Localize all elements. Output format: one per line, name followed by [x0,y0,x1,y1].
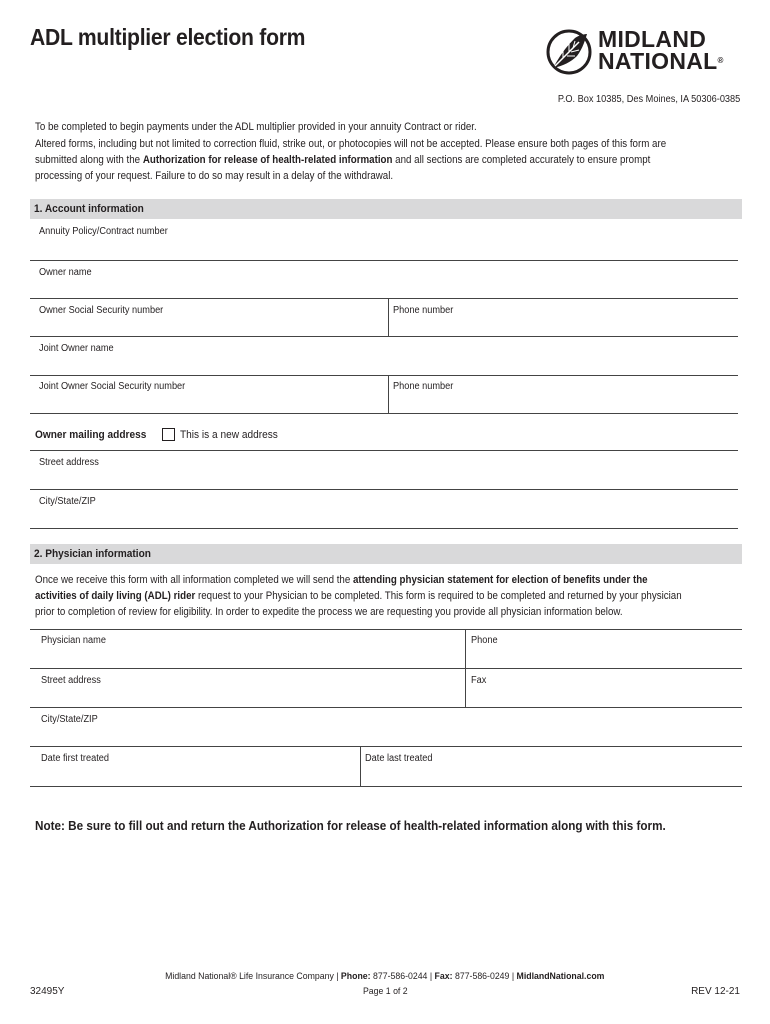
divider [30,489,738,490]
intro-paragraph [35,136,679,184]
new-address-label: This is a new address [180,429,278,441]
footer-fax-label: Fax: [434,971,453,982]
date-first-treated-field[interactable] [41,767,355,785]
new-address-checkbox[interactable] [162,428,175,441]
section2-heading: 2. Physician information [34,548,151,560]
owner-phone-field[interactable] [393,318,737,336]
divider [30,260,738,261]
joint-owner-phone-field[interactable] [393,395,737,413]
date-last-treated-label: Date last treated [365,753,433,764]
divider [30,298,738,299]
owner-street-label: Street address [39,457,99,468]
physician-text-b: request to your Physician to be completed. This form is required to be completed and returned by your physician prior to completion of review for eligibility. In order to expedite the process we are requesting you provide all physician information below. [35,590,682,618]
physician-street-field[interactable] [41,689,460,707]
form-number: 32495Y [30,986,65,997]
section2-header [30,544,742,564]
divider [30,629,742,630]
physician-bold: attending physician statement for election of benefits under the activities of daily living (ADL) rider [35,574,648,602]
footer-phone-label: Phone: [341,971,371,982]
logo-line2: NATIONAL [598,48,718,74]
divider [30,528,738,529]
physician-fax-field[interactable] [471,689,740,707]
owner-city-label: City/State/ZIP [39,496,96,507]
owner-name-label: Owner name [39,267,92,278]
logo-line1: MIDLAND [598,26,707,52]
intro-text-a: Altered forms, including but not limited to correction fluid, strike out, or photocopies will not be accepted. Please ensure both pages of this form are submitted along with the [35,138,667,166]
divider [465,668,466,707]
divider [30,413,738,414]
divider [465,629,466,668]
divider [30,746,742,747]
footer-contact [0,971,770,982]
divider [30,707,742,708]
logo-wordmark [598,28,724,72]
physician-name-label: Physician name [41,635,106,646]
physician-phone-field[interactable] [471,650,740,668]
midland-national-logo [545,28,745,78]
leaf-icon [545,28,593,76]
joint-owner-name-field[interactable] [39,357,733,375]
joint-owner-name-label: Joint Owner name [39,343,114,354]
section1-heading: 1. Account information [34,203,144,215]
joint-owner-ssn-field[interactable] [39,395,383,413]
mailing-address: P.O. Box 10385, Des Moines, IA 50306-0385 [557,94,740,105]
date-first-treated-label: Date first treated [41,753,110,764]
joint-owner-ssn-label: Joint Owner Social Security number [39,381,186,392]
physician-fax-label: Fax [471,675,487,686]
divider [388,375,389,413]
divider [30,375,738,376]
divider [30,336,738,337]
divider [30,668,742,669]
authorization-note: Note: Be sure to fill out and return the Authorization for release of health-related information along with this form. [35,818,666,833]
owner-name-field[interactable] [39,280,733,298]
intro-bold: Authorization for release of health-related information [142,154,393,166]
physician-city-label: City/State/ZIP [41,714,98,725]
page-number: Page 1 of 2 [362,986,408,997]
divider [360,746,361,786]
footer-fax: 877-586-0249 | [452,971,517,982]
footer-website: MidlandNational.com [516,971,605,982]
owner-ssn-field[interactable] [39,318,383,336]
physician-name-field[interactable] [41,650,460,668]
page-number-wrap [0,986,770,997]
divider [30,450,738,451]
owner-city-field[interactable] [39,510,733,528]
owner-ssn-label: Owner Social Security number [39,305,164,316]
physician-paragraph [35,572,685,620]
date-last-treated-field[interactable] [365,767,739,785]
section1-header [30,199,742,219]
intro-line1: To be completed to begin payments under the ADL multiplier provided in your annuity Contract or rider. [35,121,477,133]
physician-phone-label: Phone [471,635,498,646]
footer-phone: 877-586-0244 | [370,971,435,982]
page-title: ADL multiplier election form [30,24,306,50]
physician-street-label: Street address [41,675,101,686]
divider [30,786,742,787]
contract-number-label: Annuity Policy/Contract number [39,226,168,237]
owner-phone-label: Phone number [393,305,454,316]
owner-street-field[interactable] [39,471,733,489]
contract-number-field[interactable] [39,241,733,259]
physician-text-a: Once we receive this form with all information completed we will send the [35,574,353,586]
joint-owner-phone-label: Phone number [393,381,454,392]
revision-code: REV 12-21 [691,986,740,997]
physician-city-field[interactable] [41,728,735,746]
divider [388,298,389,336]
logo-registered-mark: ® [717,56,724,65]
intro-text-b: and all sections are completed accurately to ensure prompt processing of your request. Failure to do so may result in a delay of the withdrawal. [35,154,651,182]
footer-company: Midland National® Life Insurance Company | [165,971,342,982]
owner-mailing-address-label: Owner mailing address [35,429,147,441]
